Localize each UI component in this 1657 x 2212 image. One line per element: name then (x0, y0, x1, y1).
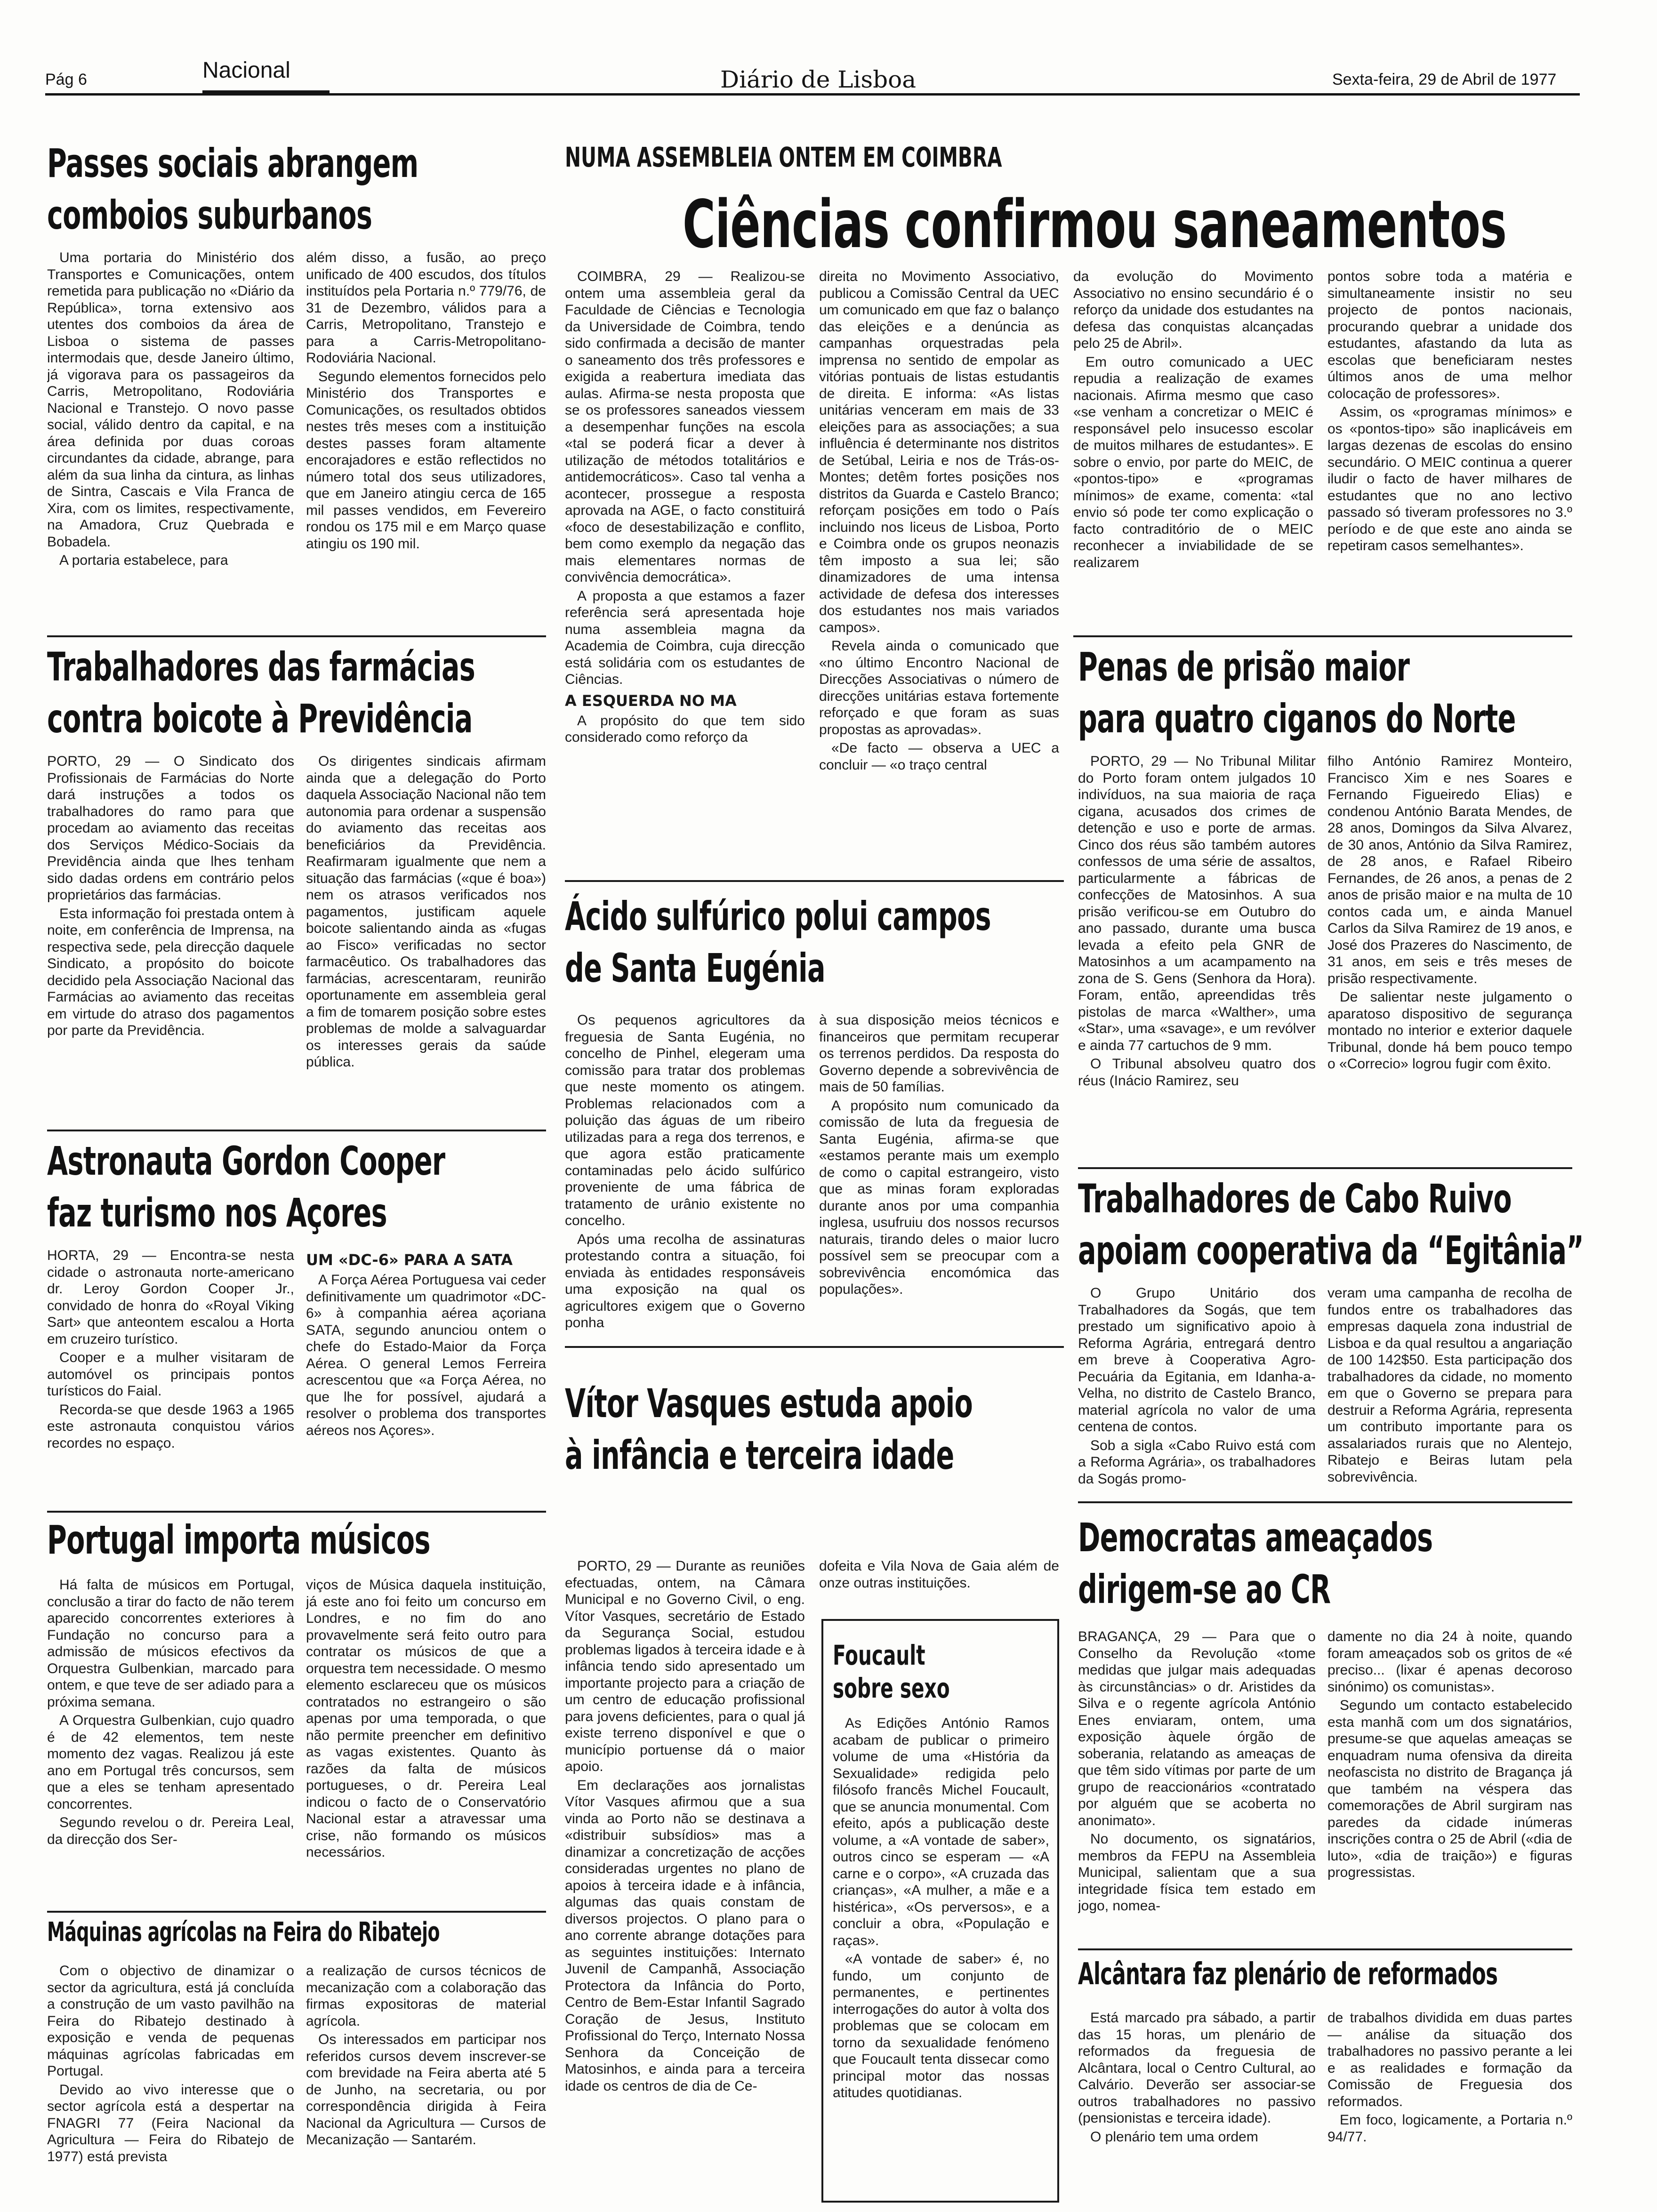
paragraph: Com o objectivo de dinamizar o sector da agricultura, está já concluída a construção de um vasto pavilhão na Feira do Ribatejo destinado à exposição e venda de pequenas máquinas agrícolas fabricadas em Portugal. (47, 1963, 294, 2079)
divider (47, 1911, 546, 1913)
paragraph: BRAGANÇA, 29 — Para que o Conselho da Revolução «tome medidas que julgar mais adequadas às circunstâncias» o dr. Aristides da Silva e o regente agrícola António Enes enviaram, ontem, uma exposição àquele órgão de soberania, relatando as ameaças de que têm sido vítimas por parte de um grupo de reaccionários «contratado por alguém que se acoberta no anonimato». (1078, 1629, 1316, 1828)
foucault-text (833, 1715, 1049, 2195)
paragraph: Os dirigentes sindicais afirmam ainda que a delegação do Porto daquela Associação Nacional não tem autonomia para ordenar a suspensão do aviamento das receitas aos beneficiários da Previdência. Reafirmaram igualmente que nem a situação das farmácias («que é boa») nem os atrasos verificados nos pagamentos, justificam aquele boicote salientando ainda as «fugas ao Fisco» verificadas no sector farmacêutico. Os trabalhadores das farmácias, acrescentaram, reunirão oportunamente em assembleia geral a fim de tomarem posição sobre estes problemas de molde a salvaguardar os interesses gerais da saúde pública. (306, 753, 546, 1070)
vasques-column-1 (565, 1558, 805, 2203)
issue-date: Sexta-feira, 29 de Abril de 1977 (1332, 71, 1557, 88)
passes-headline-line-1: Passes sociais abrangem (47, 140, 418, 186)
paragraph: Recorda-se que desde 1963 a 1965 este astronauta conquistou vários recordes no espaço. (47, 1402, 294, 1451)
farmacias-headline-line-2: contra boicote à Previdência (47, 696, 473, 742)
passes-column-2 (306, 249, 546, 631)
paragraph: A propósito num comunicado da comissão de luta da freguesia de Santa Eugénia, afirma-se que «estamos perante mais um exemplo de como o capital estrangeiro, visto que as minas foram exploradas durante anos por uma companhia inglesa, usufruiu dos nossos recursos naturais, tirando deles o maior lucro possível sem se preocupar com a sobrevivência encomómica das populações». (819, 1098, 1059, 1297)
acido-headline-line-2: de Santa Eugénia (565, 945, 825, 991)
paragraph: da evolução do Movimento Associativo no ensino secundário é o reforço da unidade dos estudantes na defesa das conquistas alcançadas pelo 25 de Abril». (1073, 269, 1313, 351)
paragraph: Devido ao vivo interesse que o sector agrícola está a despertar na FNAGRI 77 (Feira Nacional da Agricultura — Feira do Ribatejo de 1977) está prevista (47, 2082, 294, 2164)
paragraph: a realização de cursos técnicos de mecanização com a colaboração das firmas expositoras de material agrícola. (306, 1963, 546, 2029)
paragraph: viços de Música daquela instituição, já este ano foi feito um concurso em Londres, e no fim do ano provavelmente será feito outro para contratar os músicos de que a orquestra tem necessidade. O mesmo elemento esclareceu que os músicos contratados no estrangeiro o são apenas por uma temporada, o que não permite preencher em definitivo as vagas existentes. Quanto às razões da falta de músicos portugueses, o dr. Pereira Leal indicou o facto de o Conservatório Nacional estar a atravessar uma crise, não formando os músicos necessários. (306, 1577, 546, 1860)
paragraph: De salientar neste julgamento o aparatoso dispositivo de segurança montado no interior e exterior daquele Tribunal, donde há bem pouco tempo o «Correcio» logrou fugir com êxito. (1327, 989, 1572, 1072)
paragraph: Os interessados em participar nos referidos cursos devem inscrever-se com brevidade na Feira aberta até 5 de Junho, na secretaria, ou por correspondência dirigida à Feira Nacional da Agricultura — Cursos de Mecanização — Santarém. (306, 2032, 546, 2148)
vasques-headline-line-2: à infância e terceira idade (565, 1432, 954, 1478)
acido-column-1 (565, 1012, 805, 1337)
divider (1078, 1501, 1572, 1503)
paragraph: O plenário tem uma ordem (1090, 2129, 1258, 2145)
acido-headline-line-1: Ácido sulfúrico polui campos (565, 893, 991, 939)
paragraph: Em outro comunicado a UEC repudia a realização de exames nacionais. Afirma mesmo que caso «se venham a concretizar o MEIC é responsável pelo insucesso escolar de muitos milhares de estudantes». E sobre o envio, por parte do MEIC, de «pontos-tipo» e «programas mínimos» de exame, comenta: «tal envio só pode ter como explicação o facto contraditório de o MEIC reconhecer a inviabilidade de se realizarem (1073, 354, 1313, 570)
paragraph: O Tribunal absolveu quatro dos réus (Inácio Ramirez, seu (1078, 1056, 1316, 1089)
paragraph: PORTO, 29 — Durante as reuniões efectuadas, ontem, na Câmara Municipal e no Governo Civil, o eng. Vítor Vasques, secretário de Estado da Segurança Social, estudou problemas ligados à terceira idade e à infância tendo sido apresentado um importante projecto para a criação de um centro de educação profissional para jovens deficientes, para o qual já existe terreno disponível e que o município portuense dá o maior apoio. (565, 1558, 805, 1774)
paragraph: No documento, os signatários, membros da FEPU na Assembleia Municipal, salientam que a sua integridade física tem estado em jogo, nomea- (1078, 1831, 1316, 1914)
cooper-column-2 (306, 1247, 546, 1511)
democratas-column-2 (1327, 1628, 1572, 1939)
paragraph: de trabalhos dividida em duas partes — análise da situação dos trabalhadores no passivo perante a lei e as realidades e formação da Comissão de Freguesia dos reformados. (1327, 2010, 1572, 2109)
alcantara-column-2 (1327, 2010, 1572, 2203)
subheading: A ESQUERDA NO MA (565, 691, 737, 710)
paragraph: pontos sobre toda a matéria e simultaneamente insistir no seu projecto de pontos nacionais, procurando quebrar a unidade dos estudantes, afastando da luta as escolas que beneficiaram nestes últimos anos de uma melhor colocação de professores». (1327, 269, 1572, 401)
caboruivo-headline-line-2: apoiam cooperativa da “Egitânia” (1078, 1227, 1584, 1274)
musicos-headline: Portugal importa músicos (47, 1517, 430, 1563)
ciencias-headline: Ciências confirmou saneamentos (683, 186, 1507, 263)
caboruivo-column-2 (1327, 1285, 1572, 1492)
foucault-title-line-1: Foucault (833, 1639, 925, 1671)
paragraph: O Grupo Unitário dos Trabalhadores da Sogás, que tem prestado um significativo apoio à Reforma Agrária, entregará dentro em breve à Cooperativa Agro-Pecuária da Egitania, em Idanha-a-Velha, no distrito de Castelo Branco, material agrícola no valor de uma centena de contos. (1078, 1285, 1316, 1435)
masthead-rule-accent (202, 90, 330, 95)
musicos-column-2 (306, 1577, 546, 1901)
paragraph: Em declarações aos jornalistas Vítor Vasques afirmou que a sua vinda ao Porto não se destinava a «distribuir subsídios» mas a dinamizar a concretização de acções consideradas urgentes no plano de apoios à terceira idade e à infância, algumas das quais constam de diversos projectos. O plano para o ano corrente abrange dotações para as seguintes instituições: Internato Juvenil de Campanhã, Associação Protectora da Infância do Porto, Centro de Bem-Estar Infantil Sagrado Coração de Jesus, Instituto Profissional do Terço, Internato Nossa Senhora da Conceição de Matosinhos, e ainda para a terceira idade os centros de dia de Ce- (565, 1777, 805, 2094)
paragraph: Assim, os «programas mínimos» e os «pontos-tipo» são inaplicáveis em largas dezenas de escolas do ensino secundário. O MEIC continua a querer iludir o facto de haver milhares de estudantes que no ano lectivo passado só tiveram professores no 3.º período e de que este ano ainda se repetiram casos semelhantes». (1327, 404, 1572, 553)
paragraph: Revela ainda o comunicado que «no último Encontro Nacional de Direcções Associativas o número de direcções unitárias estava fortemente reforçado e que foram as suas propostas as aprovadas». (819, 638, 1059, 737)
paragraph: Cooper e a mulher visitaram de automóvel os principais pontos turísticos do Faial. (47, 1350, 294, 1399)
acido-column-2 (819, 1012, 1059, 1337)
ciencias-column-3 (1073, 268, 1313, 640)
paragraph: direita no Movimento Associativo, publicou a Comissão Central da UEC um comunicado em que faz o balanço das eleições e a denúncia as campanhas orquestradas pela imprensa no sentido de empolar as vitórias pontuais de listas estudantis de direita. E informa: «As listas unitárias venceram em mais de 33 eleições para as associações; a sua influência é determinante nos distritos de Setúbal, Leiria e nos de Trás-os-Montes; detêm fortes posições nos distritos da Guarda e Castelo Branco; reforçam posições em todo o País incluindo nos liceus de Lisboa, Porto e Coimbra onde os grupos neonazis têm imposto a sua lei; são dinamizadores de uma intensa actividade de defesa dos interesses dos estudantes nos mais variados campos». (819, 269, 1059, 635)
paragraph: A propósito do que tem sido considerado como reforço da (565, 713, 805, 745)
paragraph: Segundo elementos fornecidos pelo Ministério dos Transportes e Comunicações, os resultados obtidos nestes três meses com a instituição destes passes foram altamente encorajadores e estão reflectidos no número total dos seus utilizadores, que em Janeiro atingiu cerca de 165 mil passes vendidos, em Fevereiro rondou os 175 mil e em Março quase atingiu os 190 mil. (306, 369, 546, 552)
paragraph: Uma portaria do Ministério dos Transportes e Comunicações, ontem remetida para publicação no «Diário da República», torna extensivo aos utentes dos comboios da área de Lisboa o sistema de passes intermodais que, desde Janeiro último, já vigorava para os passageiros da Carris, Metropolitano, Rodoviária Nacional e Transtejo. O novo passe social, válido dentro da capital, e na área definida por duas coroas circundantes da cidade, abrange, para além da sua linha da cintura, as linhas de Sintra, Cascais e Vila Franca de Xira, com os limites, respectivamente, na Amadora, Cruz Quebrada e Bobadela. (47, 250, 294, 550)
paragraph: A portaria estabelece, para (59, 553, 228, 568)
maquinas-column-1 (47, 1963, 294, 2198)
paragraph: Esta informação foi prestada ontem à noite, em conferência de Imprensa, na respectiva sede, pela direcção daquele Sindicato, a propósito do boicote decidido pela Associação Nacional das Farmácias ao aviamento das receitas em virtude do atraso dos pagamentos por parte da Previdência. (47, 906, 294, 1038)
paragraph: além disso, a fusão, ao preço unificado de 400 escudos, dos títulos instituídos pela Portaria n.º 779/76, de 31 de Dezembro, válidos para a Carris, Metropolitano, Transtejo e para a Carris-Metropolitano-Rodoviária Nacional. (306, 250, 546, 366)
ciganos-headline-line-1: Penas de prisão maior (1078, 644, 1410, 690)
paragraph: A Orquestra Gulbenkian, cujo quadro é de 42 elementos, tem neste momento dez vagas. Realizou já este ano em Portugal três concursos, sem que a eles se tenham apresentado concorrentes. (47, 1713, 294, 1812)
paragraph: COIMBRA, 29 — Realizou-se ontem uma assembleia geral da Faculdade de Ciências e Tecnologia da Universidade de Coimbra, tendo sido confirmada a decisão de manter o saneamento dos três professores e exigida a reabertura imediata das aulas. Afirma-se nesta proposta que se os professores saneados viessem a desempenhar funções na escola «tal se poderá ficar a dever à utilização de métodos totalitários e antidemocráticos». Caso tal venha a acontecer, prossegue a resposta aprovada na AGE, o facto constituirá «foco de desestabilização e conflito, bem como exemplo da negação das mais elementares normas de convivência democrática». (565, 269, 805, 585)
divider (1073, 635, 1572, 637)
ciencias-kicker: NUMA ASSEMBLEIA ONTEM EM COIMBRA (565, 141, 1002, 173)
paragraph: Os pequenos agricultores da freguesia de Santa Eugénia, no concelho de Pinhel, elegeram uma comissão para tratar dos problemas que neste momento os atingem. Problemas relacionados com a poluição das águas de um ribeiro utilizadas para a rega dos terrenos, e que agora estão praticamente contaminadas pelo ácido sulfúrico proveniente de uma fábrica de tratamento de urânio existente no concelho. (565, 1012, 805, 1228)
paragraph: A Força Aérea Portuguesa vai ceder definitivamente um quadrimotor «DC-6» à companhia aérea açoriana SATA, segundo anunciou ontem o chefe do Estado-Maior da Força Aérea. O general Lemos Ferreira acrescentou que «a Força Aérea, no que lhe for possível, ajudará a resolver o problema dos transportes aéreos nos Açores». (306, 1272, 546, 1438)
subheading: UM «DC-6» PARA A SATA (306, 1251, 513, 1269)
caboruivo-headline-line-1: Trabalhadores de Cabo Ruivo (1078, 1176, 1512, 1222)
democratas-headline-line-1: Democratas ameaçados (1078, 1515, 1433, 1561)
page-number: Pág 6 (45, 71, 87, 88)
passes-column-1 (47, 249, 294, 631)
paragraph: «De facto — observa a UEC a concluir — «o traço central (819, 740, 1059, 773)
foucault-title-line-2: sobre sexo (833, 1672, 950, 1704)
divider (47, 1511, 546, 1513)
democratas-column-1 (1078, 1628, 1316, 1939)
cooper-headline-line-1: Astronauta Gordon Cooper (47, 1138, 445, 1184)
paragraph: HORTA, 29 — Encontra-se nesta cidade o astronauta norte-americano dr. Leroy Gordon Cooper Jr., convidado de honra do «Royal Viking Sart» que anteontem escalou a Horta em cruzeiro turístico. (47, 1248, 294, 1347)
paragraph: Segundo um contacto estabelecido esta manhã com um dos signatários, presume-se que aquelas ameaças se enquadram numa ofensiva da direita neofascista no distrito de Bragança já que também na véspera das comemorações de Abril surgiram nas paredes da cidade inúmeras inscrições contra o 25 de Abril («dia de luto», «dia de traição») e figuras progressistas. (1327, 1698, 1572, 1880)
paragraph: à sua disposição meios técnicos e financeiros que permitam recuperar os terrenos perdidos. Da resposta do Governo depende a sobrevivência de mais de 50 famílias. (819, 1012, 1059, 1095)
paragraph: PORTO, 29 — O Sindicato dos Profissionais de Farmácias do Norte dará instruções a todos os trabalhadores do ramo para que procedam ao aviamento das receitas dos Serviços Médico-Sociais da Previdência ainda que lhes tenham sido dadas ordens em contrário pelos proprietários das farmácias. (47, 753, 294, 903)
paragraph: PORTO, 29 — No Tribunal Militar do Porto foram ontem julgados 10 indivíduos, na sua maioria de raça cigana, acusados dos crimes de detenção e uso e porte de armas. Cinco dos réus são também autores confessos de uma série de assaltos, particularmente a fábricas de confecções de Matosinhos. A sua prisão verificou-se em Outubro do ano passado, durante uma busca levada a efeito pela GNR de Matosinhos a um acampamento na zona de S. Gens (Senhora da Hora). Foram, então, apreendidas três pistolas de marca «Walther», uma «Star», uma «savage», e um revólver e ainda 77 cartuchos de 9 mm. (1078, 753, 1316, 1053)
musicos-column-1 (47, 1577, 294, 1901)
paragraph: filho António Ramirez Monteiro, Francisco Xim e nes Soares e Fernando Figueiredo Elias) e condenou António Barata Mendes, de 28 anos, Domingos da Silva Alvarez, de 30 anos, António da Silva Ramirez, de 28 anos, e Rafael Ribeiro Fernandes, de 26 anos, a penas de 2 anos de prisão maior e na multa de 10 contos cada um, e ainda Manuel Carlos da Silva Ramirez de 19 anos, e José dos Prazeres do Nascimento, de 31 anos, em seis e três meses de prisão respectivamente. (1327, 753, 1572, 986)
passes-headline-line-2: comboios suburbanos (47, 192, 372, 238)
ciganos-column-1 (1078, 753, 1316, 1167)
alcantara-headline: Alcântara faz plenário de reformados (1078, 1957, 1498, 1992)
farmacias-column-1 (47, 753, 294, 1106)
ciganos-column-2 (1327, 753, 1572, 1167)
paragraph: A proposta a que estamos a fazer referência será apresentada hoje numa assembleia magna da Academia de Coimbra, cuja direcção está solidária com os estudantes de Ciências. (565, 588, 805, 687)
divider (565, 880, 1064, 882)
paragraph: Após uma recolha de assinaturas protestando contra a situação, foi enviada às entidades responsáveis uma exposição na qual os agricultores exigem que o Governo ponha (565, 1231, 805, 1330)
divider (47, 1130, 546, 1131)
paragraph: Há falta de músicos em Portugal, conclusão a tirar do facto de não terem aparecido concorrentes exteriores à Fundação no concurso para a admissão de músicos efectivos da Orquestra Gulbenkian, marcado para ontem, e que teve de ser adiado para a próxima semana. (47, 1577, 294, 1710)
paragraph: Em foco, logicamente, a Portaria n.º 94/77. (1327, 2112, 1572, 2145)
vasques-headline-line-1: Vítor Vasques estuda apoio (565, 1380, 973, 1427)
section-name: Nacional (202, 58, 290, 83)
paragraph: veram uma campanha de recolha de fundos entre os trabalhadores das empresas daquela zona industrial de Lisboa e da qual resultou a angariação de 100 142$50. Esta participação dos trabalhadores da cidade, no momento em que o Governo se prepara para destruir a Reforma Agrária, representa um contributo importante para os assalariados rurais que no Alentejo, Ribatejo e Beiras lutam pela sobrevivência. (1327, 1285, 1572, 1485)
ciganos-headline-line-2: para quatro ciganos do Norte (1078, 696, 1516, 742)
farmacias-column-2 (306, 753, 546, 1106)
vasques-column-2 (819, 1558, 1059, 1610)
paragraph: As Edições António Ramos acabam de publicar o primeiro volume de uma «História da Sexualidade» redigida pelo filósofo francês Michel Foucault, que se anuncia monumental. Com efeito, após a publicação deste volume, a «A vontade de saber», outros cinco se esperam — «A carne e o corpo», «A cruzada das crianças», «A mulher, a mãe e a histérica», «Os perversos», e a concluir a obra, «População e raças». (833, 1715, 1049, 1948)
paragraph: Sob a sigla «Cabo Ruivo está com a Reforma Agrária», os trabalhadores da Sogás promo- (1078, 1437, 1316, 1487)
divider (1078, 1167, 1572, 1169)
alcantara-column-1 (1078, 2010, 1316, 2203)
paragraph: dofeita e Vila Nova de Gaia além de onze outras instituições. (819, 1558, 1059, 1591)
paragraph: Segundo revelou o dr. Pereira Leal, da direcção dos Ser- (47, 1815, 294, 1847)
cooper-column-1 (47, 1247, 294, 1511)
newspaper-logo: Diário de Lisboa (720, 66, 917, 93)
paragraph: Está marcado pra sábado, a partir das 15 horas, um plenário de reformados da freguesia de Alcântara, local o Centro Cultural, ao Calvário. Deverão ser associar-se outros trabalhadores no passivo (pensionistas e terceira idade). (1078, 2010, 1316, 2126)
ciencias-column-1 (565, 268, 805, 880)
maquinas-column-2 (306, 1963, 546, 2198)
divider (565, 1346, 1064, 1348)
farmacias-headline-line-1: Trabalhadores das farmácias (47, 644, 475, 690)
cooper-headline-line-2: faz turismo nos Açores (47, 1190, 387, 1236)
divider (1078, 1948, 1572, 1950)
foucault-box (821, 1619, 1059, 2203)
paragraph: «A vontade de saber» é, no fundo, um conjunto de permanentes, e pertinentes interrogações do autor à volta dos problemas que se colocam em torno da sexualidade fenómeno que Foucault tenta dissecar como principal motor das nossas atitudes quotidianas. (833, 1951, 1049, 2100)
divider (47, 635, 546, 637)
ciencias-column-4 (1327, 268, 1572, 640)
democratas-headline-line-2: dirigem-se ao CR (1078, 1566, 1331, 1612)
ciencias-column-2 (819, 268, 1059, 880)
paragraph: damente no dia 24 à noite, quando foram ameaçados sob os gritos de «é preciso... (lixar é apenas decoroso sinónimo) os comunistas». (1327, 1629, 1572, 1695)
maquinas-headline: Máquinas agrícolas na Feira do Ribatejo (47, 1917, 440, 1948)
caboruivo-column-1 (1078, 1285, 1316, 1492)
